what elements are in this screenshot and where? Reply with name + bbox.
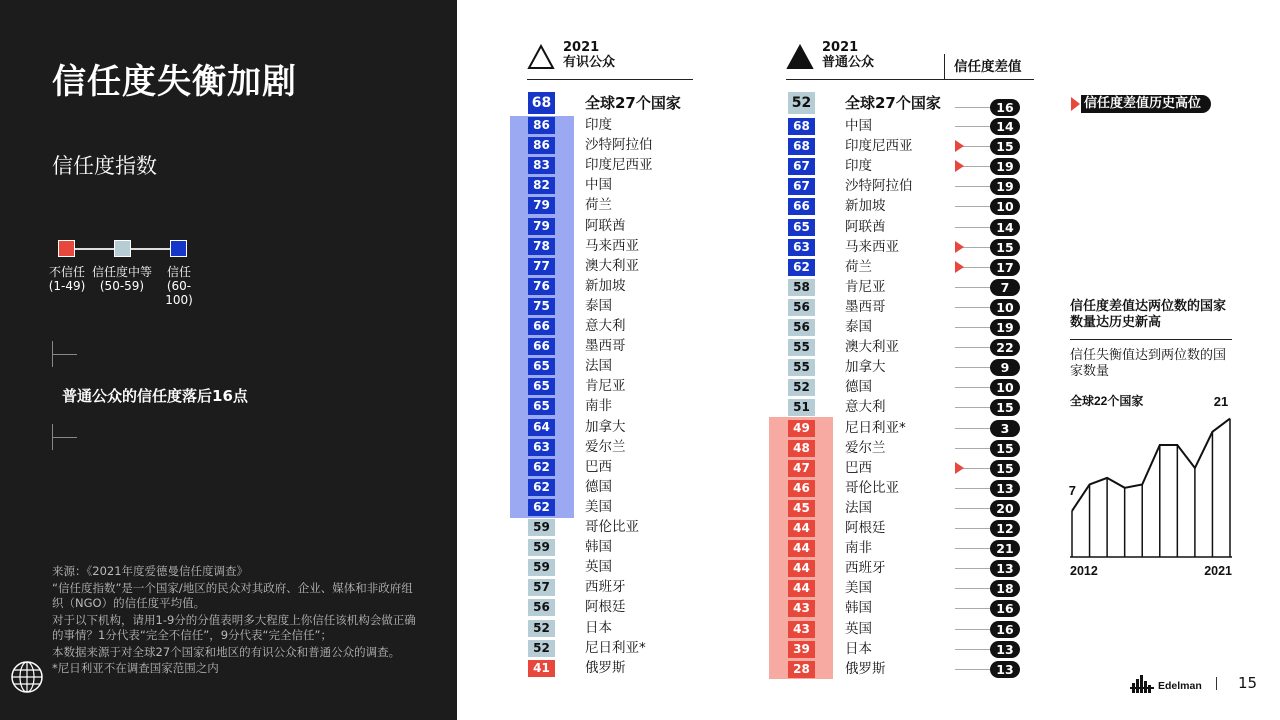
record-flag-icon — [955, 462, 964, 474]
general-country: 印度尼西亚 — [845, 138, 913, 155]
informed-score: 41 — [528, 660, 555, 677]
informed-score: 62 — [528, 479, 555, 496]
general-score: 52 — [788, 379, 815, 396]
record-flag-icon — [955, 261, 964, 273]
general-country: 马来西亚 — [845, 238, 899, 255]
mountain-filled-icon — [786, 44, 814, 70]
general-score: 46 — [788, 480, 815, 497]
gap-pill: 15 — [990, 440, 1020, 457]
record-flag-icon — [955, 140, 964, 152]
gap-pill: 19 — [990, 158, 1020, 175]
informed-score: 79 — [528, 218, 555, 235]
general-country: 阿联酋 — [845, 218, 886, 235]
side-heading: 信任度差值达两位数的国家数量达历史新高 — [1070, 299, 1232, 340]
gap-pill: 22 — [990, 339, 1020, 356]
general-score: 62 — [788, 259, 815, 276]
page-number: 15 — [1238, 674, 1258, 692]
informed-country: 韩国 — [585, 539, 612, 556]
gap-pill: 21 — [990, 540, 1020, 557]
general-score: 58 — [788, 279, 815, 296]
trust-legend — [48, 238, 218, 307]
source-line: *尼日利亚不在调查国家范围之内 — [52, 661, 219, 675]
general-score: 56 — [788, 319, 815, 336]
informed-country: 南非 — [585, 398, 612, 415]
informed-country: 美国 — [585, 498, 612, 515]
general-score: 28 — [788, 661, 815, 678]
general-score: 55 — [788, 359, 815, 376]
gap-pill: 17 — [990, 259, 1020, 276]
record-flag-icon — [955, 241, 964, 253]
gap-leader — [955, 428, 993, 429]
informed-country: 巴西 — [585, 458, 612, 475]
informed-country: 尼日利亚* — [585, 639, 646, 656]
general-country: 荷兰 — [845, 258, 872, 275]
gap-header: 信任度差值 — [944, 54, 1034, 80]
general-country: 韩国 — [845, 600, 872, 617]
informed-score: 62 — [528, 499, 555, 516]
mountain-outline-icon — [527, 44, 555, 70]
globe-icon — [10, 660, 44, 694]
informed-score: 75 — [528, 298, 555, 315]
general-score: 43 — [788, 621, 815, 638]
source-line: 来源：《2021年度爱德曼信任度调查》 — [52, 564, 249, 578]
informed-country: 荷兰 — [585, 197, 612, 214]
informed-score: 59 — [528, 519, 555, 536]
informed-score: 77 — [528, 258, 555, 275]
gap-pill: 15 — [990, 399, 1020, 416]
record-gap-text: 信任度差值历史高位 — [1081, 95, 1211, 113]
informed-country: 日本 — [585, 619, 612, 636]
gap-callout: 普通公众的信任度落后16点 — [62, 387, 248, 405]
informed-global-score: 68 — [528, 92, 555, 114]
svg-text:Edelman: Edelman — [1158, 680, 1202, 692]
informed-country: 印度尼西亚 — [585, 157, 653, 174]
informed-title: 有识公众 — [563, 55, 616, 70]
gap-leader — [955, 649, 993, 650]
informed-score: 59 — [528, 559, 555, 576]
general-country: 爱尔兰 — [845, 439, 886, 456]
informed-score: 64 — [528, 419, 555, 436]
footer-separator — [1216, 677, 1217, 690]
gap-leader — [955, 528, 993, 529]
informed-country: 爱尔兰 — [585, 438, 626, 455]
informed-score: 79 — [528, 197, 555, 214]
general-country: 泰国 — [845, 319, 872, 335]
general-title: 普通公众 — [822, 55, 875, 70]
informed-score: 65 — [528, 358, 555, 375]
general-score: 44 — [788, 580, 815, 597]
informed-score: 52 — [528, 620, 555, 637]
gap-leader — [955, 186, 993, 187]
informed-score: 76 — [528, 278, 555, 295]
gap-trend-chart — [1060, 390, 1240, 585]
general-year: 2021 — [822, 40, 859, 55]
informed-score: 65 — [528, 398, 555, 415]
gap-pill: 10 — [990, 379, 1020, 396]
side-subheading: 信任失衡值达到两位数的国家数量 — [1070, 348, 1227, 379]
bracket-bottom — [52, 424, 78, 450]
gap-pill: 13 — [990, 480, 1020, 497]
general-country: 澳大利亚 — [845, 339, 899, 356]
gap-pill: 18 — [990, 580, 1020, 597]
gap-pill: 14 — [990, 118, 1020, 135]
gap-leader — [955, 488, 993, 489]
gap-leader — [955, 287, 993, 288]
general-score: 44 — [788, 520, 815, 537]
general-country: 西班牙 — [845, 560, 886, 577]
gap-leader — [955, 307, 993, 308]
gap-pill-global: 16 — [990, 99, 1020, 116]
gap-pill: 10 — [990, 198, 1020, 215]
gap-leader — [955, 588, 993, 589]
informed-country: 沙特阿拉伯 — [585, 137, 653, 154]
informed-country: 哥伦比亚 — [585, 519, 639, 535]
general-score: 65 — [788, 219, 815, 236]
general-score: 44 — [788, 540, 815, 557]
general-country: 阿根廷 — [845, 520, 886, 536]
general-score: 39 — [788, 641, 815, 658]
informed-score: 59 — [528, 539, 555, 556]
legend-trust-swatch — [170, 240, 187, 257]
general-country: 加拿大 — [845, 359, 886, 376]
gap-leader — [955, 107, 993, 108]
legend-neutral-label: 信任度中等 (50-59) — [91, 265, 152, 293]
general-score: 56 — [788, 299, 815, 316]
gap-leader — [955, 669, 993, 670]
gap-pill: 3 — [990, 420, 1020, 437]
informed-country: 新加坡 — [585, 277, 626, 294]
gap-pill: 13 — [990, 661, 1020, 678]
informed-country: 马来西亚 — [585, 237, 639, 254]
gap-pill: 13 — [990, 560, 1020, 577]
gap-leader — [955, 407, 993, 408]
general-country: 美国 — [845, 580, 872, 597]
gap-leader — [955, 206, 993, 207]
informed-score: 86 — [528, 117, 555, 134]
general-country: 肯尼亚 — [845, 278, 886, 295]
informed-global-name: 全球27个国家 — [585, 94, 681, 112]
gap-leader — [955, 367, 993, 368]
informed-country: 阿根廷 — [585, 599, 626, 616]
general-score: 55 — [788, 339, 815, 356]
gap-pill: 10 — [990, 299, 1020, 316]
general-score: 48 — [788, 440, 815, 457]
general-score: 68 — [788, 138, 815, 155]
general-country: 墨西哥 — [845, 298, 886, 315]
gap-leader — [955, 448, 993, 449]
gap-pill: 7 — [990, 279, 1020, 296]
informed-country: 意大利 — [585, 318, 626, 334]
record-flag-icon — [1071, 97, 1080, 111]
general-country: 英国 — [845, 620, 872, 637]
informed-score: 82 — [528, 177, 555, 194]
general-country: 尼日利亚* — [845, 419, 906, 436]
gap-leader — [955, 227, 993, 228]
x-tick-label: 2021 — [1204, 564, 1232, 578]
informed-header — [527, 40, 693, 80]
gap-pill: 12 — [990, 520, 1020, 537]
gap-leader — [955, 568, 993, 569]
gap-leader — [955, 347, 993, 348]
general-country: 法国 — [845, 499, 872, 516]
legend-neutral-swatch — [114, 240, 131, 257]
gap-pill: 9 — [990, 359, 1020, 376]
informed-country: 印度 — [585, 117, 612, 133]
gap-leader — [955, 508, 993, 509]
general-country: 中国 — [845, 118, 872, 134]
gap-pill: 16 — [990, 600, 1020, 617]
general-country: 巴西 — [845, 459, 872, 476]
general-country: 日本 — [845, 640, 872, 657]
informed-country: 泰国 — [585, 297, 612, 314]
general-country: 哥伦比亚 — [845, 479, 899, 496]
informed-country: 法国 — [585, 358, 612, 375]
informed-country: 阿联酋 — [585, 217, 626, 234]
informed-score: 86 — [528, 137, 555, 154]
legend-trust-label: 信任 (60-100) — [165, 265, 193, 307]
gap-leader — [955, 548, 993, 549]
general-score: 51 — [788, 399, 815, 416]
general-header-rule — [786, 79, 944, 80]
edelman-logo — [1130, 671, 1220, 697]
general-country: 南非 — [845, 540, 872, 557]
general-score: 68 — [788, 118, 815, 135]
informed-year: 2021 — [563, 40, 600, 55]
gap-pill: 15 — [990, 239, 1020, 256]
informed-score: 83 — [528, 157, 555, 174]
page-subtitle: 信任度指数 — [52, 154, 157, 178]
left-panel — [0, 0, 457, 720]
general-global-score: 52 — [788, 92, 815, 114]
source-notes — [52, 564, 422, 678]
gap-pill: 15 — [990, 138, 1020, 155]
general-score: 67 — [788, 178, 815, 195]
informed-country: 加拿大 — [585, 418, 626, 435]
gap-pill: 14 — [990, 219, 1020, 236]
general-score: 67 — [788, 158, 815, 175]
informed-score: 78 — [528, 238, 555, 255]
gap-pill: 20 — [990, 500, 1020, 517]
informed-score: 66 — [528, 338, 555, 355]
general-country: 德国 — [845, 379, 872, 396]
general-country: 俄罗斯 — [845, 660, 886, 677]
informed-country: 西班牙 — [585, 579, 626, 596]
informed-country: 墨西哥 — [585, 338, 626, 355]
general-score: 47 — [788, 460, 815, 477]
trend-line — [1072, 419, 1230, 511]
gap-pill: 16 — [990, 621, 1020, 638]
gap-pill: 15 — [990, 460, 1020, 477]
informed-score: 57 — [528, 579, 555, 596]
gap-leader — [955, 327, 993, 328]
informed-score: 63 — [528, 439, 555, 456]
informed-score: 56 — [528, 599, 555, 616]
general-country: 印度 — [845, 158, 872, 175]
gap-pill: 19 — [990, 319, 1020, 336]
informed-country: 德国 — [585, 478, 612, 495]
general-country: 沙特阿拉伯 — [845, 178, 913, 195]
informed-score: 62 — [528, 459, 555, 476]
legend-distrust-label: 不信任 (1-49) — [48, 265, 86, 293]
general-score: 66 — [788, 198, 815, 215]
general-country: 意大利 — [845, 399, 886, 416]
informed-country: 肯尼亚 — [585, 378, 626, 395]
legend-distrust-swatch — [58, 240, 75, 257]
trend-verticals — [1072, 419, 1230, 557]
general-country: 新加坡 — [845, 198, 886, 215]
gap-pill: 13 — [990, 641, 1020, 658]
informed-country: 英国 — [585, 559, 612, 576]
informed-country: 澳大利亚 — [585, 257, 639, 274]
source-line: 本数据来源于对全球27个国家和地区的有识公众和普通公众的调查。 — [52, 644, 401, 659]
informed-country: 中国 — [585, 177, 612, 194]
bracket-top — [52, 341, 78, 367]
general-score: 44 — [788, 560, 815, 577]
x-tick-label: 2012 — [1070, 564, 1098, 578]
source-line: “信任度指数”是一个国家/地区的民众对其政府、企业、媒体和非政府组织（NGO）的信任度平均值。 — [52, 580, 413, 610]
gap-leader — [955, 629, 993, 630]
informed-score: 66 — [528, 318, 555, 335]
record-flag-icon — [955, 160, 964, 172]
informed-score: 65 — [528, 378, 555, 395]
informed-trust-band — [510, 116, 574, 518]
gap-pill: 19 — [990, 178, 1020, 195]
source-line: 对于以下机构，请用1-9分的分值表明多大程度上你信任该机构会做正确的事情？1分代表“完全不信任”，9分代表“完全信任”； — [52, 612, 416, 642]
last-point-label: 21 — [1213, 394, 1229, 409]
general-score: 49 — [788, 420, 815, 437]
gap-leader — [955, 608, 993, 609]
first-point-label: 7 — [1068, 483, 1076, 498]
informed-country: 俄罗斯 — [585, 659, 626, 676]
general-score: 45 — [788, 500, 815, 517]
page-title: 信任度失衡加剧 — [52, 62, 297, 102]
gap-leader — [955, 387, 993, 388]
series-label: 全球22个国家 — [1070, 394, 1144, 408]
general-score: 43 — [788, 600, 815, 617]
general-header — [786, 40, 944, 80]
gap-leader — [955, 126, 993, 127]
general-score: 63 — [788, 239, 815, 256]
general-global-name: 全球27个国家 — [845, 94, 941, 112]
informed-score: 52 — [528, 640, 555, 657]
